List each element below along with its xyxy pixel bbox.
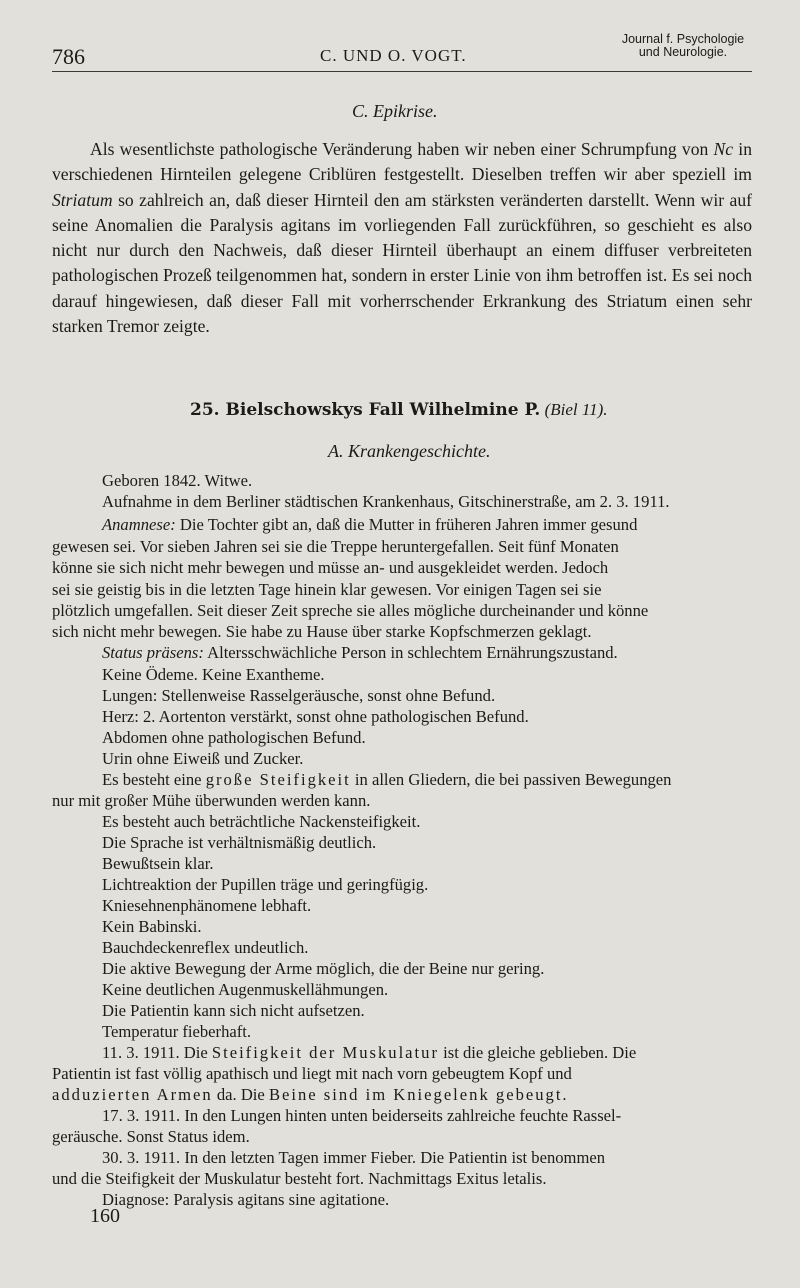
status-line: Die aktive Bewegung der Arme möglich, die der Beine nur gering. xyxy=(102,959,545,978)
entry-text: In den letzten Tagen immer Fieber. Die Patientin ist benommen xyxy=(180,1148,606,1167)
epikrise-text-3: so zahlreich an, daß dieser Hirnteil den am stärksten veränderten darstellt. Wenn wir auf seine Anomalien die Paralysis agitans im vorliegenden Fall zurückführen, so geschieht es also nicht nur durch den Nachweis, daß dieser Hirnteil überhaupt an einem diffuser verbreiteten pathologischen Prozeß teilgenommen hat, sondern in erster Linie von ihm betroffen ist. Es sei noch darauf hingewiesen, daß dieser Fall mit vorherrschender Erkrankung des Striatum einen sehr starken Tremor zeigte. xyxy=(52,189,752,337)
anamnese-line xyxy=(102,515,637,535)
status-line: Temperatur fieberhaft. xyxy=(102,1022,252,1041)
nc-term: Nc xyxy=(713,139,734,159)
header-rule xyxy=(52,71,752,72)
status-line: Abdomen ohne pathologischen Befund. xyxy=(102,728,366,747)
anamnese-line: sei sie geistig bis in die letzten Tage hinein klar gewesen. Vor einigen Tagen sei sie xyxy=(52,580,602,599)
diary-entry xyxy=(102,1148,605,1168)
diary-line: geräusche. Sonst Status idem. xyxy=(52,1127,250,1146)
anamnese-line: plötzlich umgefallen. Seit dieser Zeit spreche sie alles mögliche durcheinander und könne xyxy=(52,601,649,620)
diary-entry xyxy=(102,1106,621,1126)
diary-entry xyxy=(102,1043,636,1063)
status-line xyxy=(102,770,671,790)
status-line: Lichtreaktion der Pupillen träge und geringfügig. xyxy=(102,875,429,894)
case-title xyxy=(190,400,608,420)
entry-text: ist die gleiche geblieben. Die xyxy=(439,1043,637,1062)
history-line: Geboren 1842. Witwe. xyxy=(102,471,253,490)
epikrise-paragraph xyxy=(52,137,752,339)
status-line: Bewußtsein klar. xyxy=(102,854,214,873)
status-line: Keine Ödeme. Keine Exantheme. xyxy=(102,665,325,684)
case-title-text: 25. Bielschowskys Fall Wilhelmine P. xyxy=(190,400,541,420)
case-ref-open: ( xyxy=(540,400,551,419)
case-ref-close: ). xyxy=(597,400,608,419)
diagnosis-line: Diagnose: Paralysis agitans sine agitatione. xyxy=(102,1190,390,1209)
status-line: Herz: 2. Aortenton verstärkt, sonst ohne pathologischen Befund. xyxy=(102,707,529,726)
epikrise-text-2: in verschiedenen Hirnteilen gelegene Criblüren festgestellt. Dieselben treffen wir aber speziell im xyxy=(52,139,752,185)
entry-date: 17. 3. 1911. xyxy=(102,1106,181,1125)
status-text: Altersschwächliche Person in schlechtem Ernährungszustand. xyxy=(203,643,618,662)
status-line: nur mit großer Mühe überwunden werden kann. xyxy=(52,791,371,810)
status-text: Es besteht eine xyxy=(102,770,206,789)
status-line xyxy=(102,643,618,663)
status-line: Keine deutlichen Augenmuskellähmungen. xyxy=(102,980,389,999)
status-line: Die Sprache ist verhältnismäßig deutlich. xyxy=(102,833,377,852)
status-label: Status präsens: xyxy=(102,643,204,662)
entry-text: In den Lungen hinten unten beiderseits zahlreiche feuchte Rassel- xyxy=(180,1106,622,1125)
status-line: Es besteht auch beträchtliche Nackensteifigkeit. xyxy=(102,812,421,831)
section-heading-epikrise: C. Epikrise. xyxy=(352,101,438,121)
history-line: Aufnahme in dem Berliner städtischen Krankenhaus, Gitschinerstraße, am 2. 3. 1911. xyxy=(102,492,670,511)
anamnese-line: sich nicht mehr bewegen. Sie habe zu Hause über starke Kopfschmerzen geklagt. xyxy=(52,622,592,641)
diary-line xyxy=(52,1085,762,1105)
entry-date: 30. 3. 1911. xyxy=(102,1148,181,1167)
page-number: 786 xyxy=(52,44,85,69)
signature-mark: 160 xyxy=(90,1205,120,1227)
epikrise-text-1: Als wesentlichste pathologische Veränderung haben wir neben einer Schrumpfung von xyxy=(90,139,714,159)
status-line: Lungen: Stellenweise Rasselgeräusche, sonst ohne Befund. xyxy=(102,686,496,705)
status-line: Kniesehnenphänomene lebhaft. xyxy=(102,896,312,915)
running-head-journal xyxy=(608,33,758,59)
status-line: Bauchdeckenreflex undeutlich. xyxy=(102,938,309,957)
emphasis-text: adduzierten Armen xyxy=(52,1085,213,1104)
diary-line: und die Steifigkeit der Muskulatur besteht fort. Nachmittags Exitus letalis. xyxy=(52,1169,547,1188)
emphasis-text: Steifigkeit der Muskulatur xyxy=(211,1043,439,1062)
emphasis-text: Beine sind im Kniegelenk gebeugt. xyxy=(268,1085,569,1104)
entry-text: Die xyxy=(179,1043,212,1062)
striatum-term: Striatum xyxy=(52,189,113,210)
diary-line: Patientin ist fast völlig apathisch und liegt mit nach vorn gebeugtem Kopf und xyxy=(52,1064,572,1083)
anamnese-text: Die Tochter gibt an, daß die Mutter in früheren Jahren immer gesund xyxy=(175,515,638,534)
case-ref: Biel 11 xyxy=(550,400,598,419)
status-line: Die Patientin kann sich nicht aufsetzen. xyxy=(102,1001,365,1020)
section-heading-krankengeschichte: A. Krankengeschichte. xyxy=(328,441,491,461)
emphasis-text: große Steifigkeit xyxy=(205,770,351,789)
journal-line-1: Journal f. Psychologie xyxy=(621,32,745,46)
anamnese-line: gewesen sei. Vor sieben Jahren sei sie die Treppe heruntergefallen. Seit fünf Monaten xyxy=(52,537,619,556)
status-line: Kein Babinski. xyxy=(102,917,202,936)
entry-date: 11. 3. 1911. xyxy=(102,1043,180,1062)
entry-text: da. Die xyxy=(212,1085,269,1104)
anamnese-label: Anamnese: xyxy=(102,515,176,534)
journal-line-2: und Neurologie. xyxy=(638,45,728,59)
anamnese-line: könne sie sich nicht mehr bewegen und müsse an- und ausgekleidet werden. Jedoch xyxy=(52,558,609,577)
status-line: Urin ohne Eiweiß und Zucker. xyxy=(102,749,304,768)
status-text: in allen Gliedern, die bei passiven Bewegungen xyxy=(350,770,672,789)
running-head-authors: C. UND O. VOGT. xyxy=(320,46,467,65)
